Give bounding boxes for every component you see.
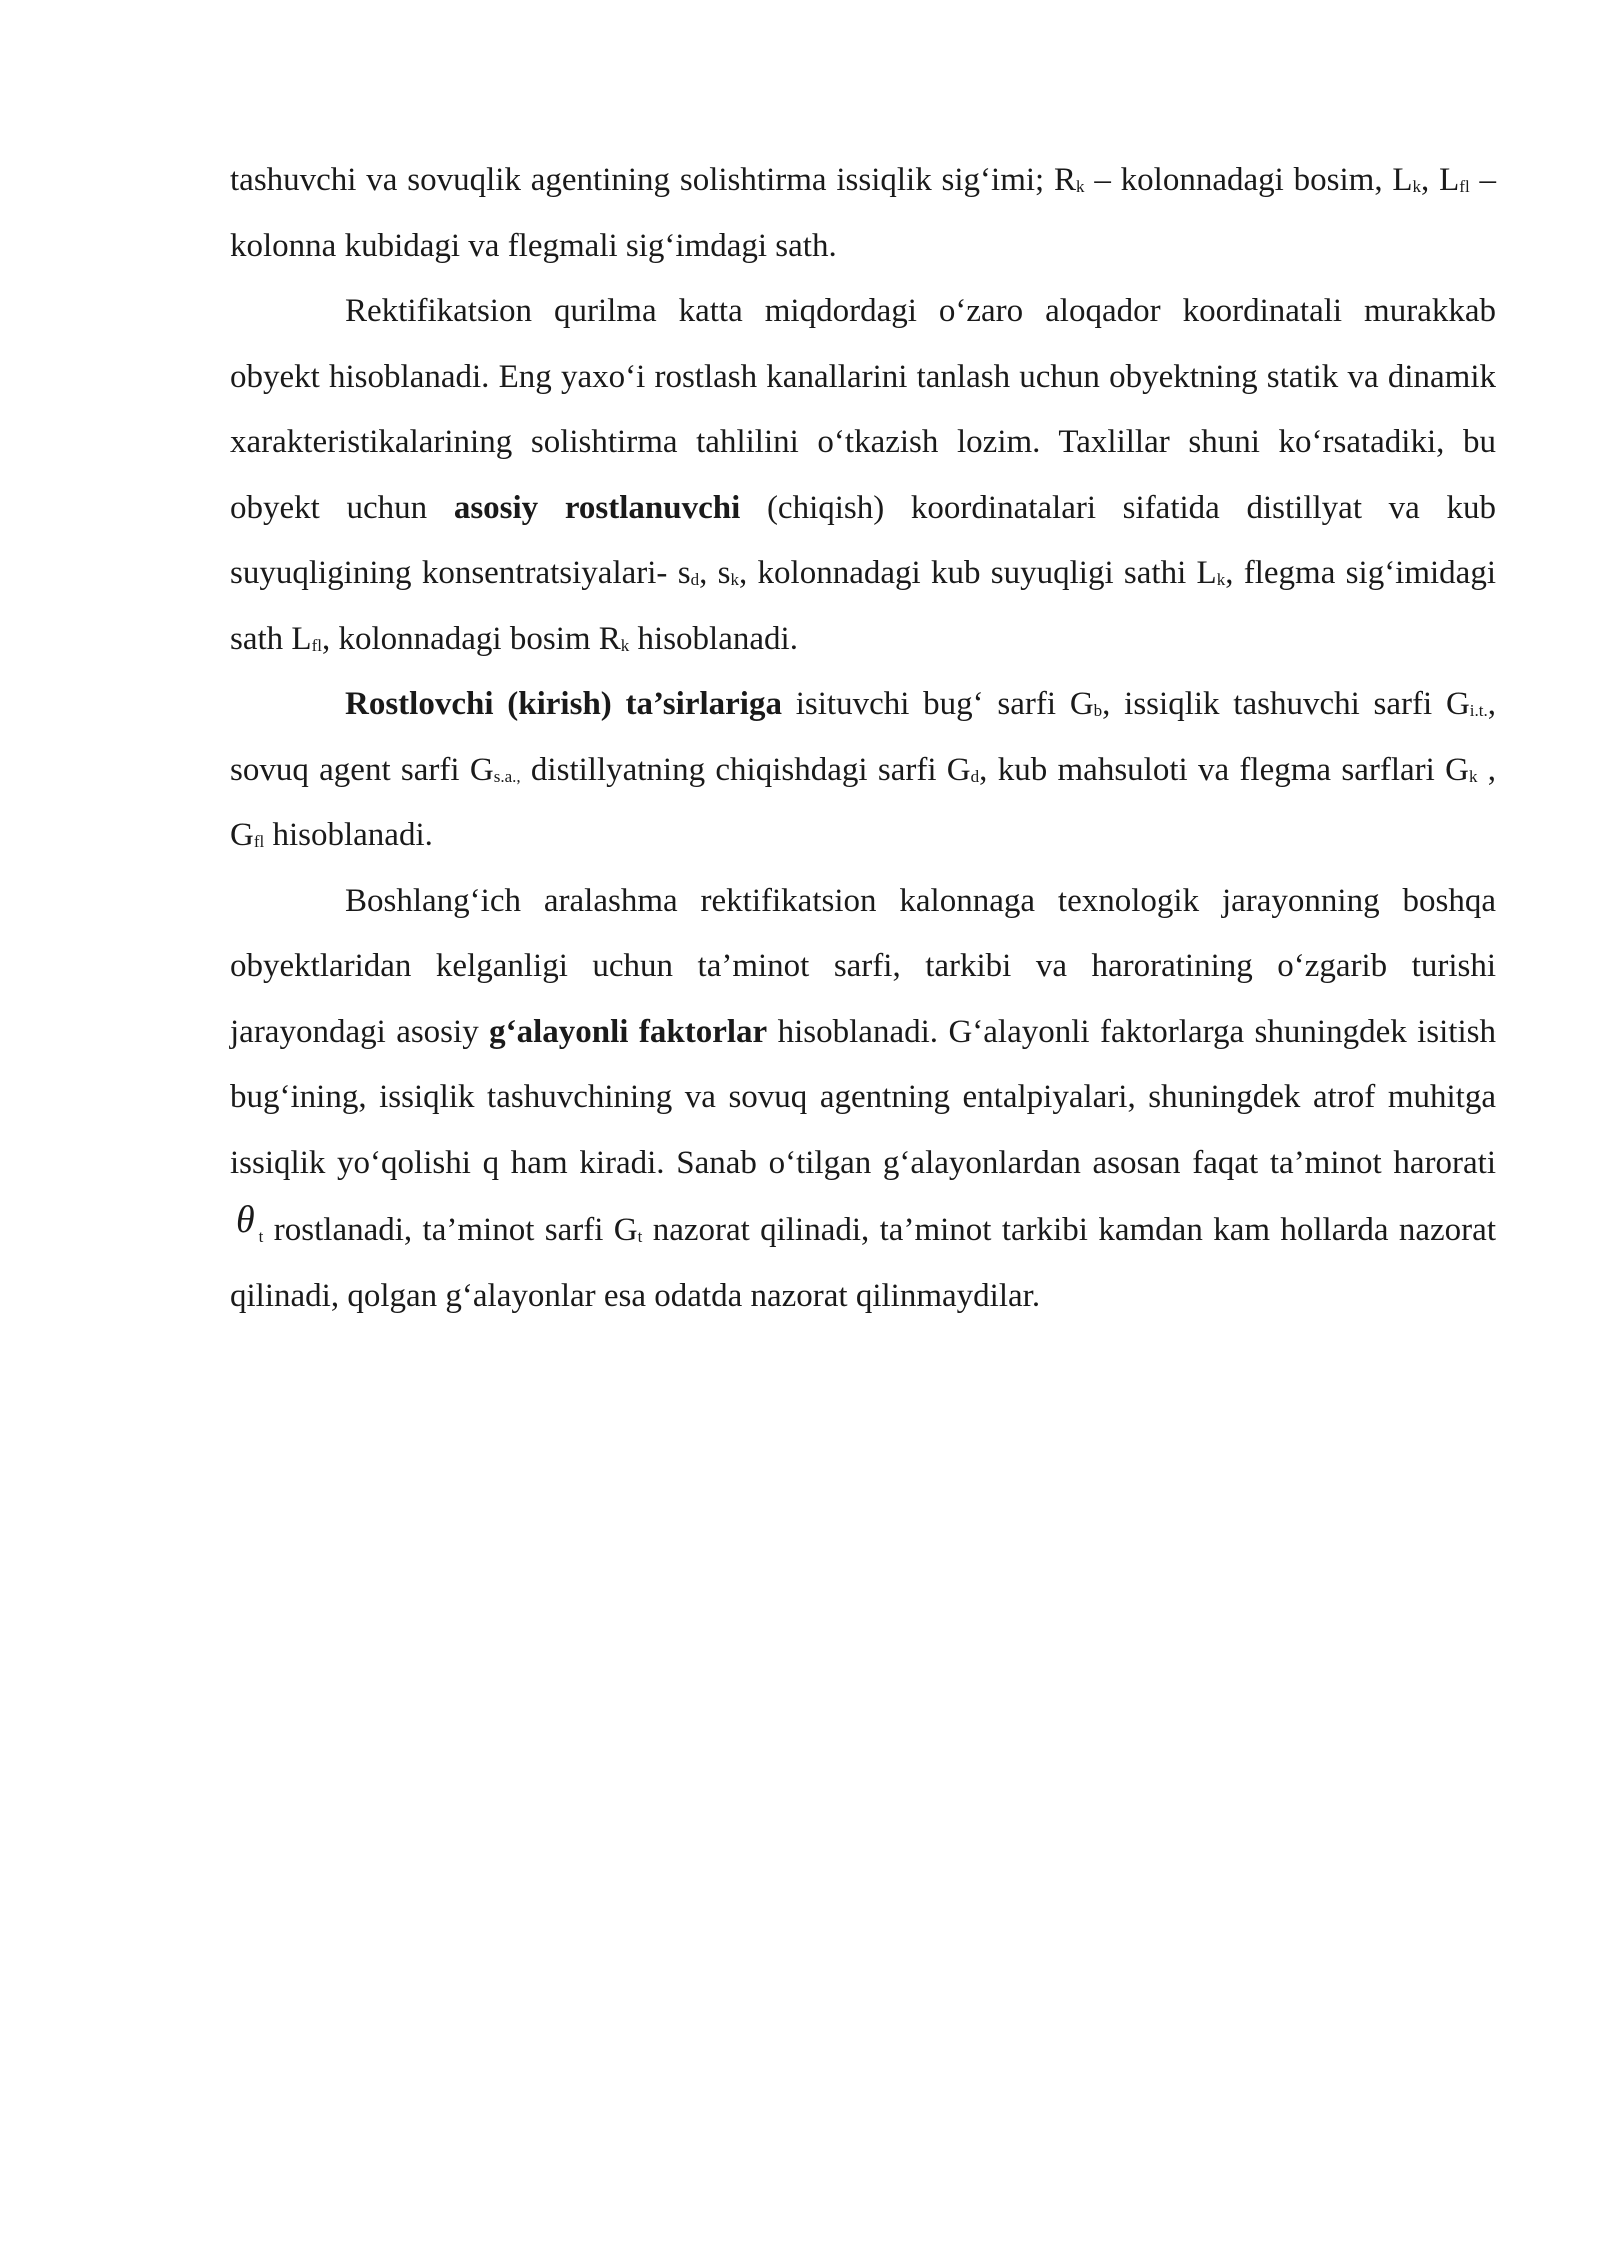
bold-term: g‘alayonli faktorlar — [489, 1013, 768, 1050]
text-run: hisoblanadi. — [264, 817, 433, 853]
subscript: k — [1216, 570, 1226, 589]
text-run: (chiqish) koordinatalari sifatida distillyat va kub suyuqligining konsentratsiyalari- s — [230, 489, 1496, 591]
subscript: s.a., — [493, 766, 521, 786]
subscript: fl — [1459, 177, 1470, 196]
paragraph-disturbance-factors — [230, 869, 1496, 1330]
text-run: , kub mahsuloti va flegma sarflari G — [979, 751, 1469, 788]
text-run: , kolonnadagi bosim R — [321, 620, 621, 657]
bold-term: asosiy rostlanuvchi — [453, 489, 741, 526]
subscript: d — [690, 570, 700, 589]
theta-symbol: θ — [236, 1199, 255, 1241]
subscript: i.t. — [1469, 701, 1488, 720]
subscript: b — [1093, 701, 1103, 720]
text-run: , s — [699, 555, 731, 591]
subscript: fl — [253, 832, 265, 851]
text-run: hisoblanadi. — [629, 620, 798, 657]
paragraph-control-inputs — [230, 672, 1496, 869]
subscript: k — [1076, 177, 1085, 196]
document-page — [230, 148, 1496, 1329]
text-run: , kolonnadagi kub suyuqligi sathi L — [738, 555, 1217, 591]
text-run: , G — [230, 751, 1497, 853]
paragraph-continuation — [230, 148, 1496, 279]
text-run: tashuvchi va sovuqlik agentining solishtirma issiqlik sig‘imi; R — [230, 162, 1077, 198]
text-run: rostlanadi, ta’minot sarfi G — [263, 1212, 638, 1248]
text-run: hisoblanadi. G‘alayonli faktorlarga shuningdek isitish bug‘ining, issiqlik tashuvchining va sovuq agentning entalpiyalari, shuningdek atrof muhitga issiqlik yo‘qolishi q ham kiradi. Sanab o‘tilgan g‘alayonlardan asosan faqat ta’minot harorati — [230, 1013, 1496, 1181]
text-run: Boshlang‘ich aralashma rektifikatsion kalonnaga texnologik jarayonning boshqa obyektlaridan kelganligi uchun ta’minot sarfi, tarkibi va haroratining o‘zgarib turishi jarayondagi asosiy — [230, 882, 1496, 1050]
text-run: , L — [1421, 162, 1460, 198]
text-run: – kolonnadagi bosim, L — [1084, 162, 1413, 198]
text-run: Rektifikatsion qurilma katta miqdordagi o‘zaro aloqador koordinatali murakkab obyekt hisoblanadi. Eng yaxo‘i rostlash kanallarini tanlash uchun obyektning statik va dinamik xarakteristikalarining solishtirma tahlilini o‘tkazish lozim. Taxlillar shuni ko‘rsatadiki, bu obyekt uchun — [230, 293, 1496, 526]
subscript: d — [970, 766, 980, 786]
subscript: t — [637, 1227, 643, 1246]
text-run: , flegma sig‘imidagi sath L — [230, 555, 1497, 657]
text-run: , issiqlik tashuvchi sarfi G — [1102, 686, 1470, 722]
text-run: isituvchi bug‘ sarfi G — [781, 686, 1094, 722]
bold-term: Rostlovchi (kirish) ta’sirlariga — [345, 686, 782, 722]
subscript: fl — [311, 635, 322, 655]
subscript: k — [620, 635, 630, 655]
text-run: distillyatning chiqishdagi sarfi G — [520, 751, 971, 788]
paragraph-rectification-object — [230, 279, 1496, 672]
subscript: k — [730, 570, 739, 589]
subscript: t — [258, 1227, 264, 1246]
subscript: k — [1412, 177, 1422, 196]
text-run: nazorat qilinadi, ta’minot tarkibi kamdan kam hollarda nazorat qilinadi, qolgan g‘alayonlar esa odatda nazorat qilinmaydilar. — [230, 1212, 1496, 1314]
text-run: , sovuq agent sarfi G — [230, 686, 1496, 788]
text-run: – kolonna kubidagi va flegmali sig‘imdagi sath. — [230, 162, 1496, 264]
subscript: k — [1468, 766, 1478, 786]
